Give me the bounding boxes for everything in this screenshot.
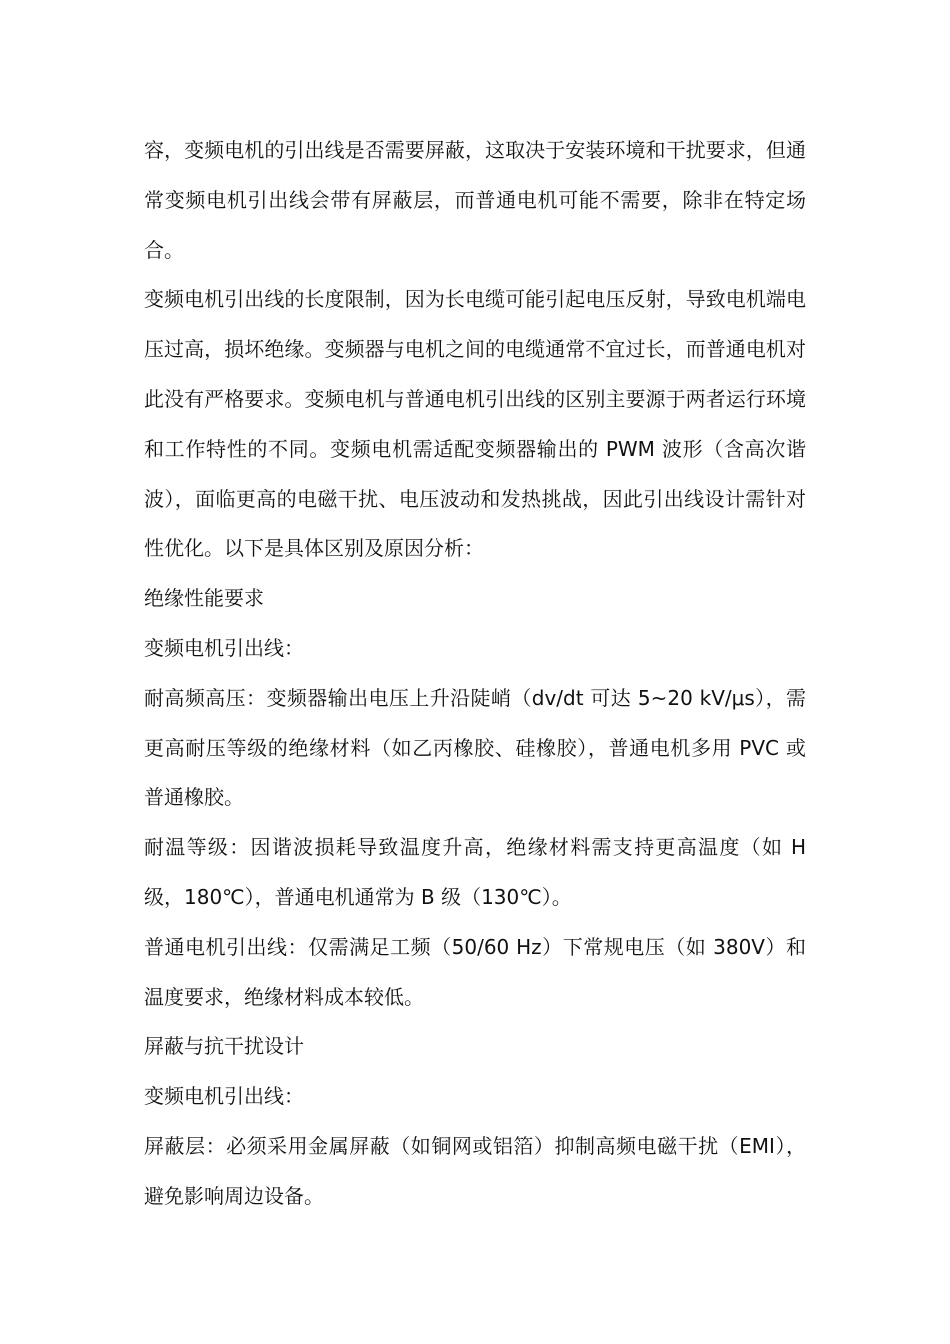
paragraph-shield-layer: 屏蔽层：必须采用金属屏蔽（如铜网或铝箔）抑制高频电磁干扰（EMI），避免影响周边设备。	[144, 1133, 806, 1208]
paragraph-standard-motor-lead: 普通电机引出线：仅需满足工频（50/60 Hz）下常规电压（如 380V）和温度要求，绝缘材料成本较低。	[144, 934, 806, 1009]
document-body	[144, 126, 806, 1222]
paragraph-cable-length: 变频电机引出线的长度限制，因为长电缆可能引起电压反射，导致电机端电压过高，损坏绝缘。变频器与电机之间的电缆通常不宜过长，而普通电机对此没有严格要求。变频电机与普通电机引出线的区别主要源于两者运行环境和工作特性的不同。变频电机需适配变频器输出的 PWM 波形（含高次谐波），面临更高的电磁干扰、电压波动和发热挑战，因此引出线设计需针对性优化。以下是具体区别及原因分析：	[144, 287, 806, 561]
heading-shielding: 屏蔽与抗干扰设计	[144, 1034, 304, 1059]
paragraph-shielding-intro: 容，变频电机的引出线是否需要屏蔽，这取决于安装环境和干扰要求，但通常变频电机引出线会带有屏蔽层，而普通电机可能不需要，除非在特定场合。	[144, 138, 806, 262]
paragraph-high-voltage: 耐高频高压：变频器输出电压上升沿陡峭（dv/dt 可达 5~20 kV/μs），需更高耐压等级的绝缘材料（如乙丙橡胶、硅橡胶），普通电机多用 PVC 或普通橡胶。	[144, 685, 806, 810]
paragraph-temperature-class: 耐温等级：因谐波损耗导致温度升高，绝缘材料需支持更高温度（如 H 级，180℃），普通电机通常为 B 级（130℃）。	[144, 835, 806, 909]
heading-insulation: 绝缘性能要求	[144, 586, 264, 611]
label-vfd-lead-2: 变频电机引出线：	[144, 1084, 304, 1109]
label-vfd-lead-1: 变频电机引出线：	[144, 635, 304, 660]
